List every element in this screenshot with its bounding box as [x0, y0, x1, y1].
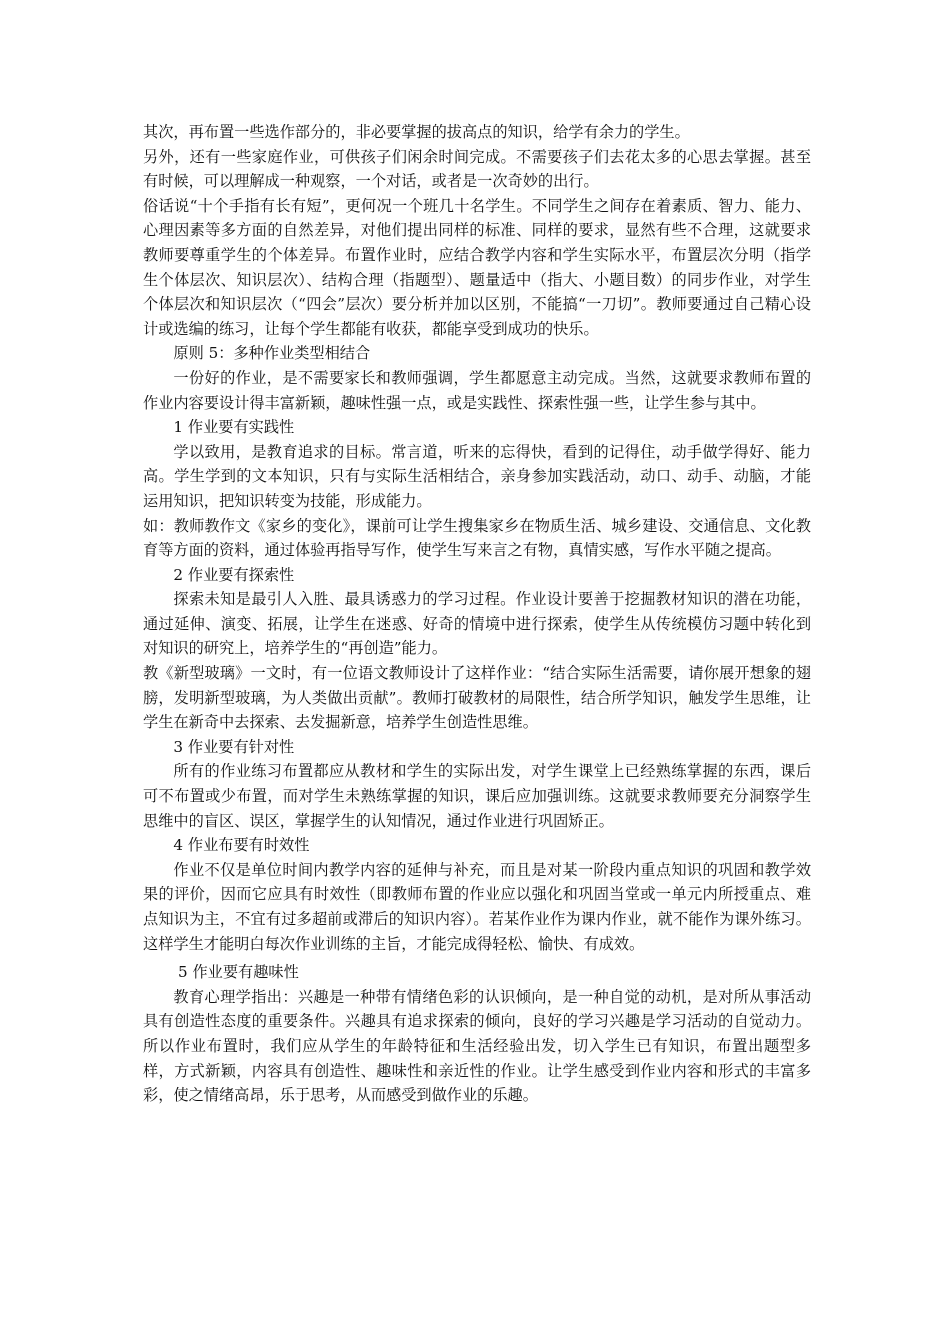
- heading-interest: 5 作业要有趣味性: [177, 963, 299, 982]
- heading-principle-5: 原则 5：多种作业类型相结合: [173, 344, 371, 363]
- paragraph-good-homework: 一份好的作业，是不需要家长和教师强调，学生都愿意主动完成。当然，这就要求教师布置的作业内容要设计得丰富新颖，趣味性强一点，或是实践性、探索性强一些，让学生参与其中。: [143, 368, 811, 412]
- paragraph-practicality-example: 如：教师教作文《家乡的变化》，课前可让学生搜集家乡在物质生活、城乡建设、交通信息、文化教育等方面的资料，通过体验再指导写作，使学生写来言之有物，真情实感，写作水平随之提高。: [143, 516, 811, 560]
- heading-timeliness: 4 作业布要有时效性: [173, 836, 310, 855]
- heading-pertinence: 3 作业要有针对性: [173, 737, 295, 756]
- paragraph-family-homework: 另外，还有一些家庭作业，可供孩子们闲余时间完成。不需要孩子们去花太多的心思去掌握。甚至有时候，可以理解成一种观察，一个对话，或者是一次奇妙的出行。: [143, 147, 811, 191]
- paragraph-timeliness: 作业不仅是单位时间内教学内容的延伸与补充，而且是对某一阶段内重点知识的巩固和教学效果的评价，因而它应具有时效性（即教师布置的作业应以强化和巩固当堂或一单元内所授重点、难点知识为主，不宜有过多超前或滞后的知识内容）。若某作业作为课内作业，就不能作为课外练习。这样学生才能明白每次作业训练的主旨，才能完成得轻松、愉快、有成效。: [143, 860, 811, 953]
- paragraph-pertinence: 所有的作业练习布置都应从教材和学生的实际出发，对学生课堂上已经熟练掌握的东西，课后可不布置或少布置，而对学生未熟练掌握的知识，课后应加强训练。这就要求教师要充分洞察学生思维中的盲区、误区，掌握学生的认知情况，通过作业进行巩固矫正。: [143, 762, 811, 830]
- heading-exploration: 2 作业要有探索性: [173, 565, 295, 584]
- paragraph-individual-differences: 俗话说“十个手指有长有短”，更何况一个班几十名学生。不同学生之间存在着素质、智力、能力、心理因素等多方面的自然差异，对他们提出同样的标准、同样的要求，显然有些不合理，这就要求教师要尊重学生的个体差异。布置作业时，应结合教学内容和学生实际水平，布置层次分明（指学生个体层次、知识层次）、结构合理（指题型）、题量适中（指大、小题目数）的同步作业，对学生个体层次和知识层次（“四会”层次）要分析并加以区别，不能搞“一刀切”。教师要通过自己精心设计或选编的练习，让每个学生都能有收获，都能享受到成功的快乐。: [143, 196, 811, 338]
- paragraph-interest: 教育心理学指出：兴趣是一种带有情绪色彩的认识倾向，是一种自觉的动机，是对所从事活动具有创造性态度的重要条件。兴趣具有追求探索的倾向，良好的学习兴趣是学习活动的自觉动力。所以作业布置时，我们应从学生的年龄特征和生活经验出发，切入学生已有知识，布置出题型多样，方式新颖，内容具有创造性、趣味性和亲近性的作业。让学生感受到作业内容和形式的丰富多彩，使之情绪高昂，乐于思考，从而感受到做作业的乐趣。: [143, 987, 811, 1105]
- document-body: [143, 120, 811, 1108]
- paragraph-exploration-example: 教《新型玻璃》一文时，有一位语文教师设计了这样作业：“结合实际生活需要，请你展开想象的翅膀，发明新型玻璃，为人类做出贡献”。教师打破教材的局限性，结合所学知识，触发学生思维，让学生在新奇中去探索、去发掘新意，培养学生创造性思维。: [143, 664, 811, 732]
- heading-practicality: 1 作业要有实践性: [173, 418, 295, 437]
- paragraph-optional-homework: 其次，再布置一些选作部分的，非必要掌握的拔高点的知识，给学有余力的学生。: [143, 123, 690, 141]
- paragraph-exploration: 探索未知是最引人入胜、最具诱惑力的学习过程。作业设计要善于挖掘教材知识的潜在功能，通过延伸、演变、拓展，让学生在迷惑、好奇的情境中进行探索，使学生从传统模仿习题中转化到对知识的研究上，培养学生的“再创造”能力。: [143, 590, 811, 658]
- paragraph-practicality: 学以致用，是教育追求的目标。常言道，听来的忘得快，看到的记得住，动手做学得好、能力高。学生学到的文本知识，只有与实际生活相结合，亲身参加实践活动，动口、动手、动脑，才能运用知识，把知识转变为技能，形成能力。: [143, 442, 811, 510]
